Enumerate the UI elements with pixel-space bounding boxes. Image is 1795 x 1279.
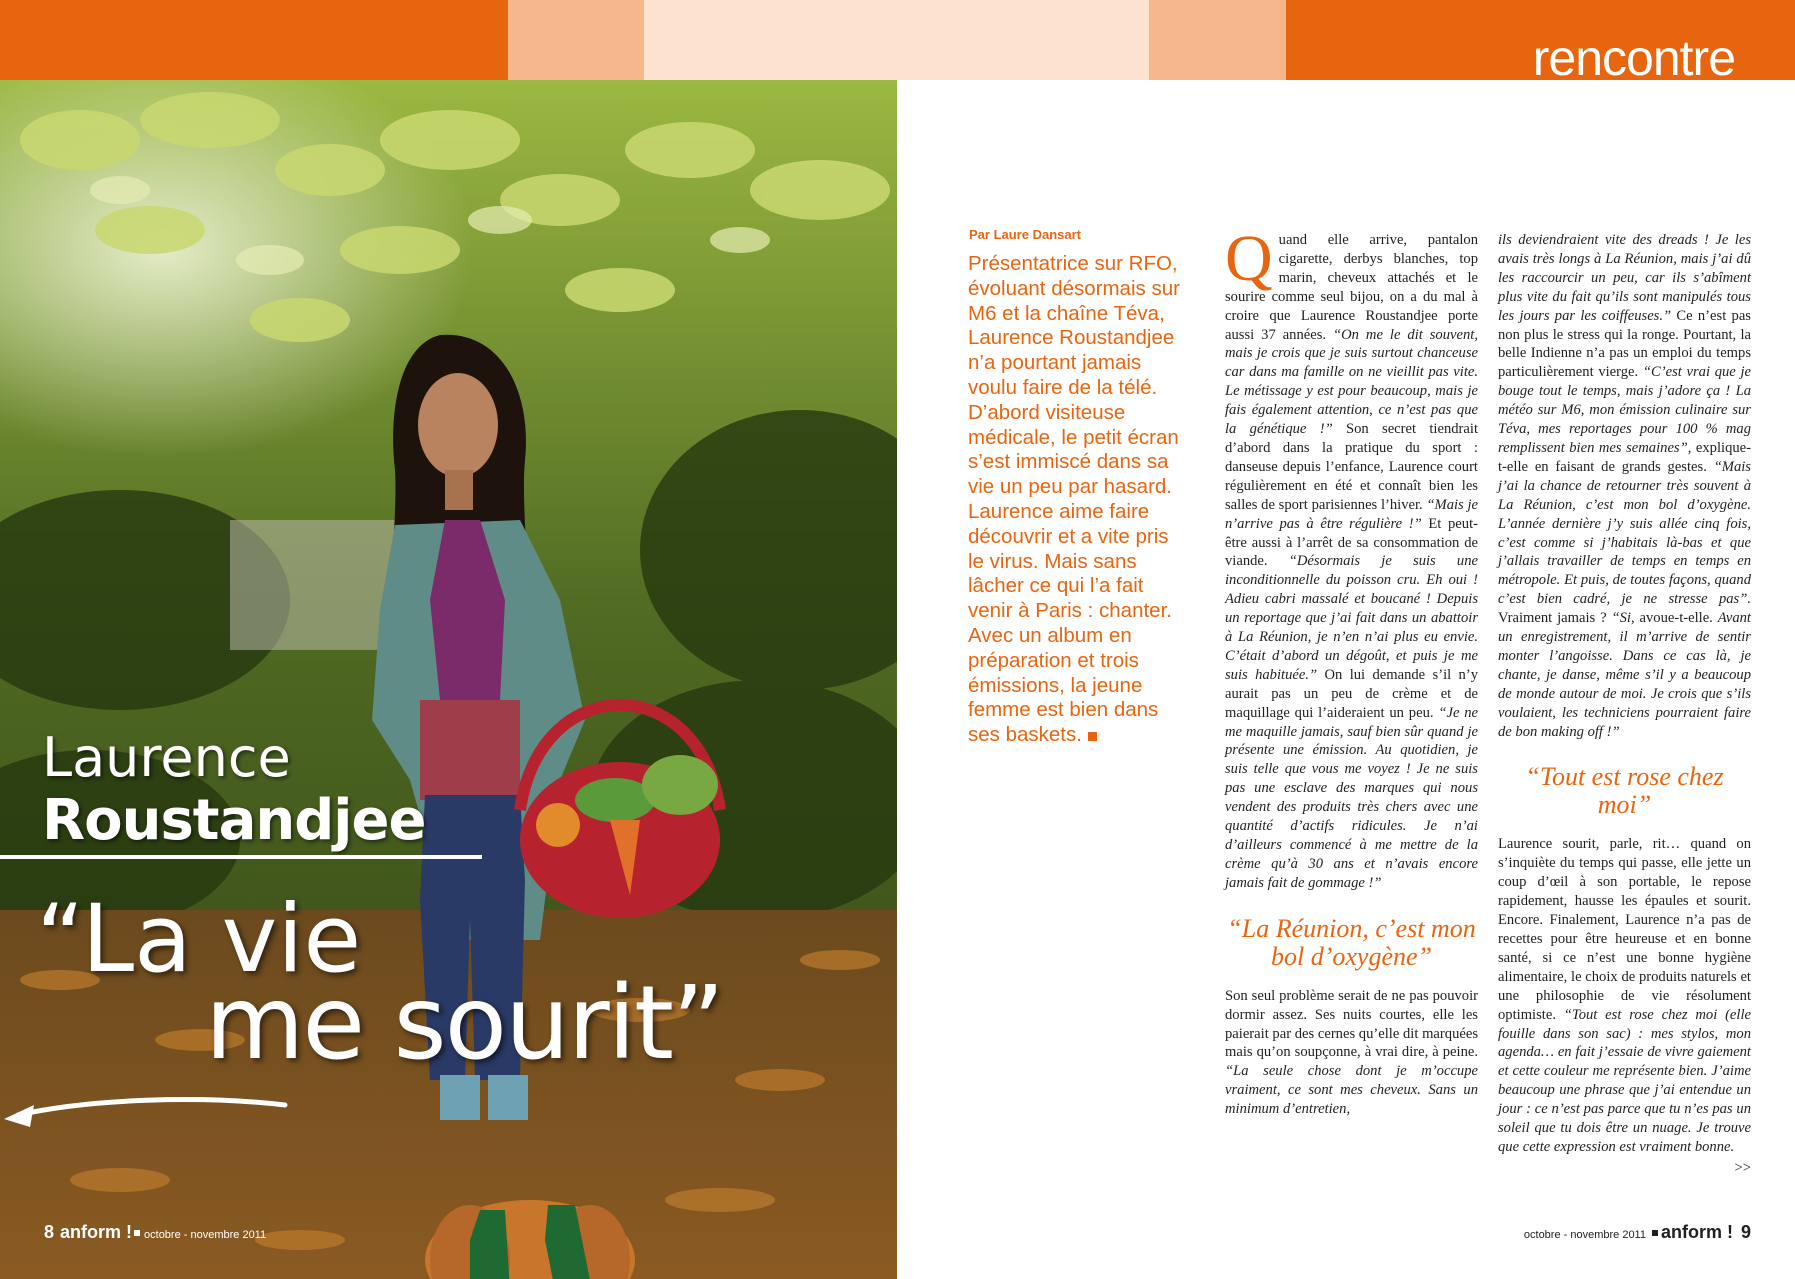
- body-text: uand elle arrive, pantalon cigarette, derbys blanches, top marin, cheveux attachés et le sourire comme seul bijou, on a du mal à croire que Laurence Roustandjee porte aussi 37 années.: [1225, 232, 1478, 343]
- body-text: explique-t-elle en faisant de grands gestes.: [1498, 439, 1751, 475]
- magazine-name: anform !: [1660, 1222, 1733, 1242]
- body-text: avoue-t-elle.: [1634, 610, 1718, 627]
- quote-text: “C’est vrai que je bouge tout le temps, mais j’adore ça ! La météo sur M6, mon émission culinaire sur Téva, mes reportages pour 100 % mag remplissent bien mes semaines”,: [1498, 364, 1751, 456]
- paragraph: [1498, 835, 1751, 1156]
- paragraph: [1225, 222, 1479, 893]
- page-number: 9: [1740, 1222, 1751, 1242]
- quote-text: “Si,: [1611, 610, 1635, 627]
- intro-paragraph: [968, 252, 1183, 748]
- body-text: Vraiment jamais ?: [1498, 610, 1612, 627]
- body-text: On lui demande s’il n’y aurait pas un peu de crème et de maquillage qui l’aideraient un peu.: [1225, 666, 1479, 721]
- pull-quote: “La Réunion, c’est mon bol d’oxygène”: [1227, 913, 1476, 971]
- magazine-name: anform !: [60, 1222, 133, 1242]
- article-column-1: [1225, 222, 1479, 1119]
- continued-marker: >>: [1734, 1159, 1751, 1176]
- body-text: Son secret tiendrait d’abord dans la pratique du sport : danseuse depuis l’enfance, Laurence court régulièrement en été et connaît bien les salles de sport parisiennes l’hiver.: [1225, 421, 1478, 513]
- body-text: Laurence sourit, parle, rit… quand on s’inquiète du temps qui passe, elle jette un coup d’œil à son portable, le repose rapidement, hausse les épaules et sourit. Encore. Finalement, Laurence n’a pas de recettes pour être heureuse et en bonne santé, si ce n’est une bonne hygiène alimentaire, le choix de produits naturels et une philosophie de vie résolument optimiste.: [1498, 836, 1751, 1023]
- title-first-name: Laurence: [42, 726, 291, 789]
- right-page-folio: [1524, 1222, 1751, 1243]
- cover-photo: [0, 80, 897, 1279]
- issue-date: octobre - novembre 2011: [1523, 1229, 1646, 1241]
- band-segment: [1149, 0, 1286, 80]
- intro-text: Présentatrice sur RFO, évoluant désormais sur M6 et la chaîne Téva, Laurence Roustandjee n’a pourtant jamais voulu faire de la télé. D’abord visiteuse médicale, le petit écran s’est immiscé dans sa vie un peu par hasard. Laurence aime faire découvrir et a vite pris le virus. Mais sans lâcher ce qui l’a fait venir à Paris : chanter. Avec un album en préparation et trois émissions, la jeune femme est bien dans ses baskets.: [968, 252, 1180, 747]
- article-title: [42, 727, 425, 853]
- section-label: rencontre: [1532, 30, 1735, 86]
- quote-text: “Je ne me maquille jamais, sauf bien sûr quand je présente une émission. Au quotidien, je suis telle que vous me voyez ! Je ne suis pas une esclave des marques qui nous vendent des produits très chers avec une quantité d’actifs ridicules. Je n’ai d’ailleurs commencé à me mettre de la crème qu’à 30 ans et n’avais encore jamais fait de gommage !”: [1225, 704, 1479, 891]
- article-column-2: [1498, 231, 1751, 1178]
- quote-text: Avant un enregistrement, il m’arrive de sentir monter l’angoisse. Dans ce cas là, je chante, je danse, même s’il y a beaucoup de monde autour de moi. Je crois que s’ils voulaient, les techniciens pourraient faire de bon making off !”: [1498, 610, 1751, 740]
- drop-cap: Q: [1225, 222, 1273, 295]
- title-underline: [0, 855, 482, 859]
- title-last-name: Roustandjee: [42, 788, 426, 853]
- folio-square: [134, 1230, 140, 1236]
- folio-square: [1652, 1230, 1658, 1236]
- pull-quote: “Tout est rose chez moi”: [1525, 762, 1724, 820]
- paragraph: [1498, 231, 1751, 741]
- page-number: 8: [44, 1222, 55, 1242]
- quote-text: “Désormais je suis une inconditionnelle du poisson cru. Eh oui ! Adieu cabri massalé et boucané ! Depuis un reportage que j’ai fait dans un abattoir à La Réunion, je n’en n’ai plus eu envie. C’était d’abord un dégoût, et puis je me suis habituée.”: [1225, 553, 1478, 683]
- band-segment: [508, 0, 644, 80]
- headline-quote-line1: “La vie: [36, 885, 362, 994]
- quote-text: “On me le dit souvent, mais je crois que je suis surtout chanceuse car dans ma famille on ne vieillit pas vite. Le métissage y est pour beaucoup, mais je fais également attention, ce n’est pas que la génétique !”: [1225, 326, 1478, 438]
- top-color-band: [0, 0, 1795, 86]
- quote-text: ils deviendraient vite des dreads ! Je les avais très longs à La Réunion, mais j’ai dû les raccourcir un peu, car ils s’abîment plus vite du fait qu’ils sont manipulés tous les jours par les coiffeuses.”: [1498, 232, 1751, 324]
- quote-text: “Mais je n’arrive pas à être régulière !”: [1225, 496, 1479, 532]
- quote-text: “La seule chose dont je m’occupe vraiment, ce sont mes cheveux. Sans un minimum d’entretien,: [1225, 1063, 1478, 1118]
- body-text: Et peut-être aussi à l’arrêt de sa consommation de viande.: [1225, 515, 1478, 570]
- end-square: [1088, 732, 1097, 741]
- paragraph: [1225, 987, 1478, 1119]
- band-segment: [0, 0, 508, 80]
- swoosh-arrow-icon: [0, 1093, 290, 1133]
- quote-text: “Mais j’ai la chance de retourner très souvent à La Réunion, c’est mon bol d’oxygène. L’année dernière j’y suis allée cinq fois, c’est comme si j’habitais là-bas et que j’allais travailler de temps en temps en métropole. Et puis, de toutes façons, quand c’est bien cadré, je ne stresse pas”.: [1498, 458, 1751, 608]
- body-text: Ce n’est pas non plus le stress qui la ronge. Pourtant, la belle Indienne n’a pas un emploi du temps particulièrement vierge.: [1498, 307, 1751, 381]
- left-page-folio: [44, 1222, 266, 1243]
- byline: Par Laure Dansart: [969, 227, 1081, 242]
- band-segment: [644, 0, 1149, 80]
- quote-text: “Tout est rose chez moi (elle fouille dans son sac) : mes stylos, mon agenda… en fait j’essaie de vivre gaiement et cette couleur me représente bien. J’aime beaucoup une phrase que j’ai entendue un jour : ce n’est pas parce que tu n’es pas un soleil que tu dois être un nuage. Je trouve que cette expression est vraiment bonne.: [1498, 1006, 1751, 1155]
- headline-quote-line2: me sourit”: [205, 964, 723, 1083]
- issue-date: octobre - novembre 2011: [144, 1229, 267, 1241]
- body-text: Son seul problème serait de ne pas pouvoir dormir assez. Ses nuits courtes, elle les paierait par des cernes qu’elle dit marquées mais qu’on soupçonne, à vrai dire, à peine.: [1225, 987, 1478, 1061]
